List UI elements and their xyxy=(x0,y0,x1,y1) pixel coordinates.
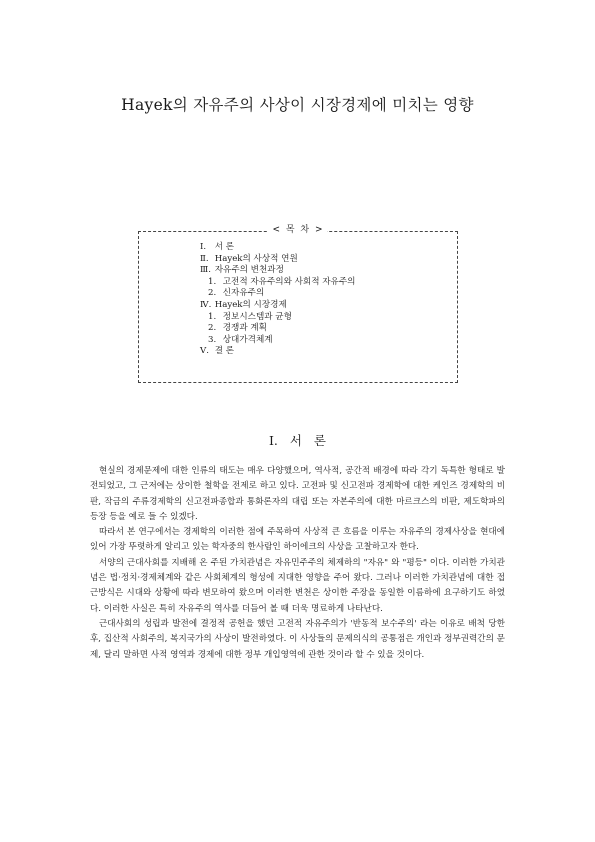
toc-item-number: Ⅳ. xyxy=(200,299,212,310)
toc-item-number: Ⅰ. xyxy=(200,242,207,252)
toc-item-text: 서 론 xyxy=(214,242,235,252)
toc-item xyxy=(200,254,355,266)
toc-item-number: Ⅱ. xyxy=(200,253,209,264)
toc-heading-text: < 목 차 > xyxy=(268,225,326,235)
toc-item-number: 2. xyxy=(208,323,217,334)
toc-item-text: 고전적 자유주의와 사회적 자유주의 xyxy=(222,276,356,287)
body-text xyxy=(90,464,505,663)
toc-item-number: 3. xyxy=(208,334,217,345)
section-heading-introduction: Ⅰ. 서 론 xyxy=(268,433,326,448)
toc-item-text: 상대가격체계 xyxy=(222,334,273,345)
body-paragraph: 근대사회의 성립과 발전에 결정적 공헌을 했던 고전적 자유주의가 '반동적 보수주의' 라는 이유로 배척 당한 후, 집산적 사회주의, 복지국가의 사상이 발전하였다. 이 사상들의 문제의식의 공통점은 개인과 정부권력간의 문제, 달리 말하면 사적 영역과 경제에 대한 정부 개입영역에 관한 것이라 할 수 있을 것이다. xyxy=(90,618,505,660)
toc-item xyxy=(200,277,355,289)
toc-item-text: Hayek의 시장경제 xyxy=(214,299,287,310)
body-paragraph: 따라서 본 연구에서는 경제학의 이러한 점에 주목하여 사상적 큰 흐름을 이루는 자유주의 경제사상을 현대에 있어 가장 뚜렷하게 알리고 있는 학자중의 한사람인 하이에크의 사상을 고찰하고자 한다. xyxy=(90,527,505,553)
toc-heading xyxy=(0,222,595,235)
toc-item xyxy=(200,300,355,312)
body-paragraph: 서양의 근대사회를 지배해 온 주된 가치관념은 자유민주주의 체제하의 "자유" 와 "평등" 이다. 이러한 가치관념은 법·정치·경제체계와 같은 사회체계의 형성에 지대한 영향을 주어 왔다. 그러나 이러한 가치관념에 대한 접근방식은 시대와 상황에 따라 변모하여 왔으며 이러한 변천은 상이한 주장을 동일한 이름하에 요구하기도 하였다. 이러한 사실은 특히 자유주의 역사를 더듬어 볼 때 더욱 명료하게 나타난다. xyxy=(90,557,505,614)
toc-item-text: Hayek의 사상적 연원 xyxy=(214,253,298,264)
toc-item-number: 2. xyxy=(208,288,217,299)
toc-item xyxy=(200,288,355,300)
toc-item-text: 결 론 xyxy=(214,346,235,357)
toc-item-text: 신자유주의 xyxy=(222,288,265,299)
toc-item xyxy=(200,323,355,335)
body-paragraph: 현실의 경제문제에 대한 인류의 태도는 매우 다양했으며, 역사적, 공간적 배경에 따라 각기 독특한 형태로 발전되었고, 그 근저에는 상이한 철학을 전제로 하고 있다. 고전파 및 신고전파 경제학에 대한 케인즈 경제학의 비판, 작금의 주류경제학의 신고전파종합과 통화론자의 대립 또는 자본주의에 대한 마르크스의 비판, 제도학파의 등장 등을 예로 들 수 있겠다. xyxy=(90,466,505,522)
toc-item xyxy=(200,242,355,254)
toc-item-number: 1. xyxy=(208,311,217,322)
toc-item-number: Ⅲ. xyxy=(200,265,212,276)
paper-title: Hayek의 자유주의 사상이 시장경제에 미치는 영향 xyxy=(121,96,474,114)
toc-item-number: 1. xyxy=(208,276,217,287)
toc-item-number: Ⅴ. xyxy=(200,346,209,357)
toc-item xyxy=(200,335,355,347)
toc-item xyxy=(200,346,355,358)
toc-list xyxy=(200,242,355,358)
toc-item-text: 정보시스템과 균형 xyxy=(222,311,292,322)
toc-item-text: 경쟁과 계획 xyxy=(222,323,267,334)
toc-item-text: 자유주의 변천과정 xyxy=(214,265,284,276)
toc-item xyxy=(200,312,355,324)
toc-item xyxy=(200,265,355,277)
